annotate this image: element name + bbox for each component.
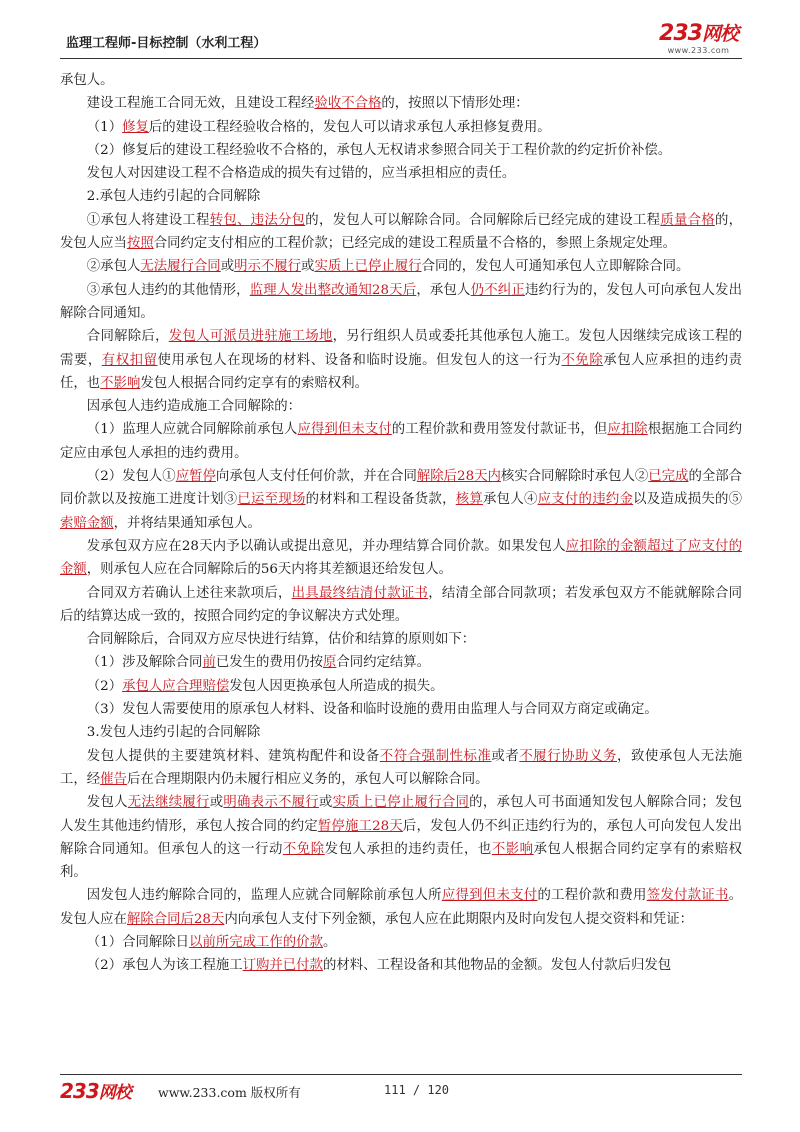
key-term-highlight: 索赔金额 <box>60 515 114 531</box>
key-term-highlight: 已运至现场 <box>237 492 306 508</box>
key-term-highlight: 暂停施工28天 <box>317 818 403 834</box>
text-run: 使用承包人在现场的材料、设备和临时设施。但发包人的这一行为 <box>157 352 562 368</box>
key-term-highlight: 解除合同后28天 <box>126 911 225 927</box>
footer-divider <box>60 1074 742 1075</box>
text-run: 的，按照以下情形处理： <box>381 96 529 112</box>
text-run: （1）合同解除日 <box>86 934 190 950</box>
text-run: 的材料、工程设备和其他物品的金额。发包人付款后归发包 <box>322 958 672 974</box>
key-term-highlight: 转包、违法分包 <box>209 212 306 228</box>
text-run: 或 <box>209 795 224 811</box>
key-term-highlight: 不免除 <box>282 841 325 857</box>
key-term-highlight: 发包人可派员进驻施工场地 <box>168 329 333 345</box>
text-run: （1）涉及解除合同 <box>86 655 203 671</box>
key-term-highlight: 不影响 <box>100 375 141 391</box>
text-run: ，结清全部合同款项；若发承包双方不能就解除合同后的结算达成一致的，按照合同约定的争议解决方式处理。 <box>60 585 743 624</box>
paragraph <box>60 745 742 792</box>
paragraph <box>60 209 742 256</box>
text-run: 发包人 <box>86 795 128 811</box>
text-run: （2） <box>86 678 123 694</box>
text-run: 2.承包人违约引起的合同解除 <box>86 189 261 205</box>
text-run: ②承包人 <box>86 259 141 275</box>
text-run: 的，发包人可以解除合同。合同解除后已经完成的建设工程 <box>305 212 661 228</box>
text-run: 的材料和工程设备货款， <box>305 492 456 508</box>
header-divider <box>60 58 742 59</box>
key-term-highlight: 催告 <box>100 771 127 787</box>
paragraph <box>60 92 742 115</box>
paragraph <box>60 465 742 535</box>
key-term-highlight: 验收不合格 <box>314 96 382 112</box>
text-run: （2）修复后的建设工程经验收不合格的，承包人无权请求参照合同关于工程价款的约定折价补偿。 <box>86 142 672 158</box>
text-run: 发承包双方应在28天内予以确认或提出意见，并办理结算合同价款。如果发包人 <box>86 538 566 554</box>
key-term-highlight: 不履行协助义务 <box>519 748 617 764</box>
text-run: ，并将结果通知承包人。 <box>113 515 261 531</box>
text-run: 发包人根据合同约定享有的索赔权利。 <box>140 375 368 391</box>
key-term-highlight: 签发付款证书 <box>646 888 729 904</box>
paragraph <box>60 185 742 208</box>
text-run: 后的建设工程经验收合格的，发包人可以请求承包人承担修复费用。 <box>148 119 551 135</box>
text-run: （2）发包人① <box>86 469 176 485</box>
text-run: 已发生的费用仍按 <box>215 655 323 671</box>
paragraph <box>60 651 742 674</box>
text-run: 的工程价款和费用 <box>537 888 647 904</box>
text-run: ，致使承包人无法施工，经 <box>60 748 743 787</box>
text-run: 或 <box>318 795 333 811</box>
key-term-highlight: 修复 <box>122 119 149 135</box>
text-run: 合同双方若确认上述往来款项后， <box>86 585 292 601</box>
footer-logo <box>60 1078 131 1103</box>
text-run: 承包人应承担的违约责任，也 <box>60 352 743 391</box>
text-run: 。 <box>322 934 337 950</box>
key-term-highlight: 不符合强制性标准 <box>379 748 492 764</box>
key-term-highlight: 不免除 <box>561 352 604 368</box>
footer-logo-number: 233 <box>60 1079 99 1103</box>
text-run: 后在合理期限内仍未履行相应义务的，承包人可以解除合同。 <box>126 771 489 787</box>
text-run: 的工程价款和费用签发付款证书，但 <box>391 422 608 438</box>
text-run: 发包人提供的主要建筑材料、建筑构配件和设备 <box>86 748 380 764</box>
paragraph <box>60 162 742 185</box>
paragraph <box>60 721 742 744</box>
copyright-text: www.233.com 版权所有 <box>158 1085 301 1100</box>
text-run: 的，发包人应当 <box>60 212 743 252</box>
page-number: 111 / 120 <box>384 1083 450 1097</box>
paragraph <box>60 279 742 326</box>
text-run: 发包人对因建设工程不合格造成的损失有过错的，应当承担相应的责任。 <box>86 166 516 182</box>
key-term-highlight: 应扣除 <box>607 422 648 438</box>
paragraph <box>60 791 742 884</box>
text-run: 建设工程施工合同无效，且建设工程经 <box>86 96 315 112</box>
text-run: （3）发包人需要使用的原承包人材料、设备和临时设施的费用由监理人与合同双方商定或确定。 <box>86 702 658 718</box>
paragraph <box>60 675 742 698</box>
paragraph <box>60 884 742 931</box>
paragraph <box>60 139 742 162</box>
text-run: 承包人④ <box>483 492 538 508</box>
text-run: 因承包人违约造成施工合同解除的： <box>86 399 302 415</box>
text-run: 以及造成损失的⑤ <box>633 492 743 508</box>
text-run: 承包人。 <box>60 73 114 88</box>
paragraph <box>60 954 742 977</box>
key-term-highlight: 解除后28天内 <box>416 469 501 485</box>
key-term-highlight: 不影响 <box>491 841 534 857</box>
key-term-highlight: 应支付的违约金 <box>537 492 634 508</box>
text-run: 或 <box>301 259 315 275</box>
document-body <box>60 69 742 978</box>
text-run: 或者 <box>491 748 520 764</box>
key-term-highlight: 以前所完成工作的价款 <box>189 934 323 950</box>
text-run: 3.发包人违约引起的合同解除 <box>86 725 261 741</box>
text-run: 核实合同解除时承包人② <box>500 469 649 485</box>
text-run: ①承包人将建设工程 <box>86 212 210 228</box>
text-run: （2）承包人为该工程施工 <box>86 958 243 974</box>
text-run: 的，承包人可书面通知发包人解除合同；发包人发生其他违约情形，承包人按合同的约定 <box>60 795 743 834</box>
logo-text: 网校 <box>701 23 738 45</box>
text-run: 合同解除后，合同双方应尽快进行结算，估价和结算的原则如下： <box>86 632 476 648</box>
text-run: （1）监理人应就合同解除前承包人 <box>86 422 298 438</box>
key-term-highlight: 应扣除的金额超过了应支付的金额 <box>60 538 742 578</box>
key-term-highlight: 应得到但未支付 <box>441 888 538 904</box>
key-term-highlight: 按照 <box>126 236 154 252</box>
logo-number: 233 <box>659 21 702 46</box>
paragraph <box>60 395 742 418</box>
brand-logo <box>659 22 738 55</box>
footer-logo-text: 网校 <box>98 1083 131 1103</box>
text-run: 违约行为的，发包人可向承包人发出解除合同通知。 <box>60 282 743 321</box>
key-term-highlight: 监理人发出整改通知28天后 <box>249 282 417 298</box>
text-run: 向承包人支付任何价款，并在合同 <box>215 469 417 485</box>
key-term-highlight: 实质上已停止履行合同 <box>332 795 470 811</box>
key-term-highlight: 明确表示不履行 <box>223 795 319 811</box>
key-term-highlight: 应暂停 <box>175 469 216 485</box>
key-term-highlight: 无法继续履行 <box>127 795 210 811</box>
key-term-highlight: 应得到但未支付 <box>297 422 392 438</box>
paragraph <box>60 255 742 278</box>
text-run: 合同的，发包人可通知承包人立即解除合同。 <box>421 259 690 275</box>
paragraph <box>60 116 742 139</box>
paragraph <box>60 698 742 721</box>
paragraph <box>60 931 742 954</box>
text-run: 合同约定支付相应的工程价款；已经完成的建设工程质量不合格的，参照上条规定处理。 <box>153 236 676 252</box>
text-run: 内向承包人支付下列金额，承包人应在此期限内及时向发包人提交资料和凭证： <box>224 911 694 927</box>
text-run: （1） <box>86 119 123 135</box>
key-term-highlight: 有权扣留 <box>101 352 158 368</box>
key-term-highlight: 核算 <box>455 492 484 508</box>
paragraph <box>60 582 742 629</box>
paragraph <box>60 418 742 465</box>
text-run: 合同解除后， <box>86 329 169 345</box>
key-term-highlight: 订购并已付款 <box>242 958 323 974</box>
text-run: ，则承包人应在合同解除后的56天内将其差额退还给发包人。 <box>86 562 452 578</box>
text-run: 后，发包人仍不纠正违约行为的，承包人可向发包人发出解除合同通知。但承包人的这一行动 <box>60 818 743 857</box>
logo-url: www.233.com <box>667 46 730 55</box>
paragraph <box>60 628 742 651</box>
text-run: ，另行组织人员或委托其他承包人施工。发包人因继续完成该工程的需要， <box>60 329 743 368</box>
key-term-highlight: 质量合格 <box>660 212 715 228</box>
paragraph <box>60 325 742 395</box>
text-run: 或 <box>220 259 235 275</box>
text-run: 发包人承担的违约责任，也 <box>324 841 492 857</box>
text-run: 根据施工合同约定应由承包人承担的违约费用。 <box>60 422 743 461</box>
paragraph <box>60 69 742 92</box>
key-term-highlight: 出具最终结清付款证书 <box>291 585 429 601</box>
key-term-highlight: 前 <box>202 655 216 671</box>
key-term-highlight: 实质上已停止履行 <box>314 259 422 275</box>
key-term-highlight: 明示不履行 <box>234 259 302 275</box>
text-run: ，承包人 <box>416 282 471 298</box>
text-run: 因发包人违约解除合同的，监理人应就合同解除前承包人所 <box>86 888 442 904</box>
key-term-highlight: 承包人应合理赔偿 <box>122 678 230 694</box>
text-run: ③承包人违约的其他情形， <box>86 282 250 298</box>
key-term-highlight: 仍不纠正 <box>470 282 525 298</box>
text-run: 的全部合同价款以及按施工进度计划③ <box>60 469 743 508</box>
key-term-highlight: 无法履行合同 <box>140 259 221 275</box>
paragraph <box>60 535 742 582</box>
key-term-highlight: 原 <box>322 655 337 671</box>
text-run: 发包人因更换承包人所造成的损失。 <box>229 678 444 694</box>
page-header <box>60 22 742 62</box>
text-run: 。发包人应在 <box>60 888 743 927</box>
text-run: 承包人根据合同约定享有的索赔权利。 <box>60 841 743 881</box>
text-run: 合同约定结算。 <box>336 655 431 671</box>
document-title: 监理工程师-目标控制（水利工程） <box>66 36 267 51</box>
key-term-highlight: 已完成 <box>648 469 689 485</box>
